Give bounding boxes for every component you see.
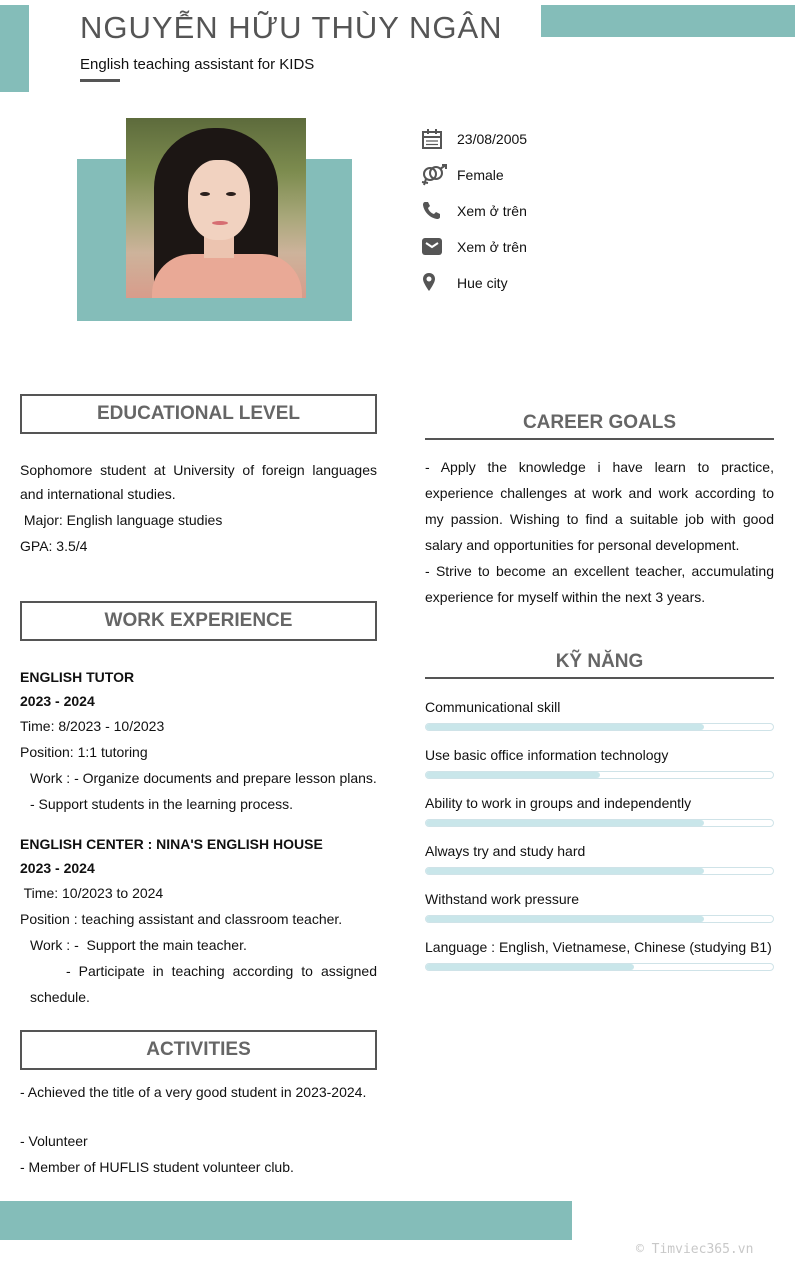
job-2-position: Position : teaching assistant and classroom teacher. [20,911,343,927]
contact-phone [421,200,721,224]
skill-progress-track [425,915,774,923]
skill-progress-fill [426,964,634,970]
skill-progress-track [425,723,774,731]
skill-label: Use basic office information technology [425,747,669,763]
candidate-name: NGUYỄN HỮU THÙY NGÂN [80,10,503,45]
skill-label: Ability to work in groups and independently [425,795,692,811]
skill-item [425,939,774,979]
career-goals-section-title: CAREER GOALS [425,406,774,440]
job-title: English teaching assistant for KIDS [80,56,315,73]
career-goal-1: - Apply the knowledge i have learn to practice, experience challenges at work and work according to my passion. Wishing to find a suitable job with good salary and opportunities for personal development. [425,459,774,553]
skills-section-title: KỸ NĂNG [425,645,774,679]
job-1-position: Position: 1:1 tutoring [20,744,148,760]
activity-2: - Volunteer [20,1133,88,1149]
gender-text: Female [457,167,504,183]
skill-progress-track [425,963,774,971]
skill-progress-fill [426,868,704,874]
job-1-work-line-1: Work : - Organize documents and prepare lesson plans. [30,770,377,786]
calendar-icon [421,128,443,150]
skill-label: Always try and study hard [425,843,586,859]
skill-item [425,891,774,931]
phone-text: Xem ở trên [457,203,527,219]
education-description: Sophomore student at University of foreign languages and international studies. [20,462,377,502]
skill-progress-track [425,867,774,875]
skill-progress-track [425,771,774,779]
education-gpa: GPA: 3.5/4 [20,538,88,554]
job-2-work-line-2: - Participate in teaching according to assigned schedule. [30,963,377,1005]
activity-1: - Achieved the title of a very good student in 2023-2024. [20,1084,367,1100]
job-2-period: 2023 - 2024 [20,860,95,876]
skill-progress-fill [426,820,704,826]
skill-progress-fill [426,772,600,778]
contact-location [421,272,721,296]
gender-icon [421,164,449,186]
job-1-period: 2023 - 2024 [20,693,95,709]
skill-label: Communicational skill [425,699,561,715]
job-1-time: Time: 8/2023 - 10/2023 [20,718,165,734]
skill-label: Language : English, Vietnamese, Chinese (studying B1) [425,939,772,955]
birthdate-text: 23/08/2005 [457,131,528,147]
job-2-time: Time: 10/2023 to 2024 [20,885,164,901]
job-2-company: ENGLISH CENTER : NINA'S ENGLISH HOUSE [20,836,323,852]
skill-item [425,747,774,787]
contact-email [421,236,721,260]
skill-item [425,795,774,835]
avatar-photo [126,118,306,298]
job-1-work-line-2: - Support students in the learning process. [30,796,294,812]
email-icon [421,236,443,258]
skill-label: Withstand work pressure [425,891,580,907]
decorative-bar-top-right [541,5,795,37]
job-2-work-line-1: Work : - Support the main teacher. [30,937,247,953]
title-underline [80,79,120,82]
decorative-bar-bottom [0,1201,572,1240]
skill-item [425,843,774,883]
decorative-bar-top-left [0,5,29,92]
phone-icon [421,200,443,222]
skill-progress-fill [426,916,704,922]
email-text: Xem ở trên [457,239,527,255]
location-pin-icon [421,272,443,294]
job-1-company: ENGLISH TUTOR [20,669,135,685]
contact-gender [421,164,721,188]
education-section-title: EDUCATIONAL LEVEL [20,394,377,434]
watermark: © Timviec365.vn [636,1242,754,1257]
skill-item [425,699,774,739]
skill-progress-track [425,819,774,827]
location-text: Hue city [457,275,508,291]
work-section-title: WORK EXPERIENCE [20,601,377,641]
education-major: Major: English language studies [20,512,223,528]
skill-progress-fill [426,724,704,730]
contact-birthdate [421,128,721,152]
career-goal-2: - Strive to become an excellent teacher, accumulating experience for myself within the next 3 years. [425,563,774,605]
activities-section-title: ACTIVITIES [20,1030,377,1070]
activity-3: - Member of HUFLIS student volunteer club. [20,1159,294,1175]
